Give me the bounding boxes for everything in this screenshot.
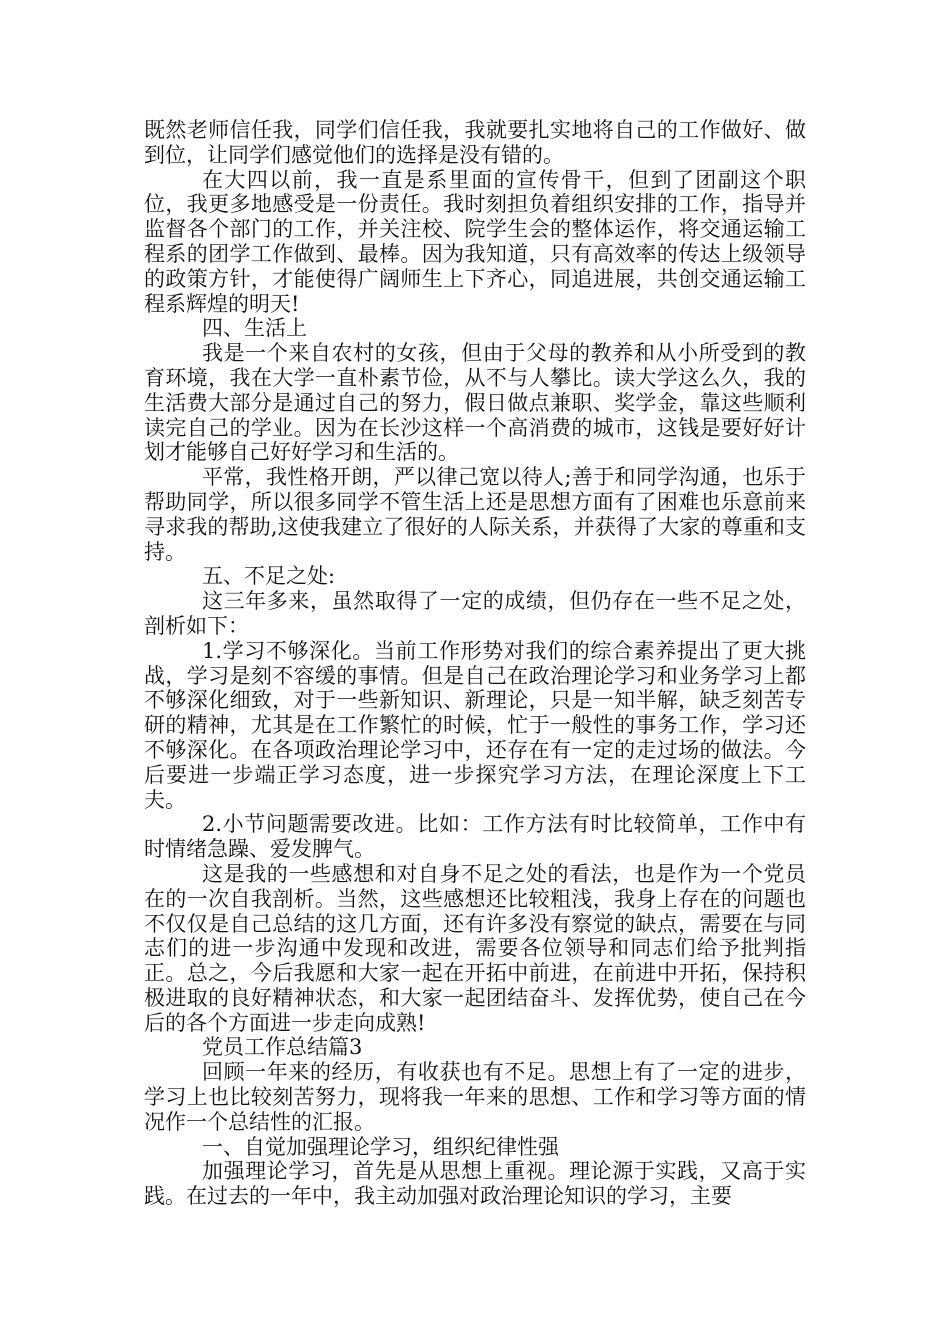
paragraph: 加强理论学习，首先是从思想上重视。理论源于实践，又高于实践。在过去的一年中，我主动加强对政治理论知识的学习，主要 — [144, 1159, 806, 1209]
section-heading: 五、不足之处: — [202, 564, 336, 589]
paragraph: 我是一个来自农村的女孩，但由于父母的教养和从小所受到的教育环境，我在大学一直朴素节俭，从不与人攀比。读大学这么久，我的生活费大部分是通过自己的努力，假日做点兼职、奖学金，靠这些顺利读完自己的学业。因为在长沙这样一个高消费的城市，这钱是要好好计划才能够自己好好学习和生活的。 — [144, 341, 806, 465]
paragraph: 回顾一年来的经历，有收获也有不足。思想上有了一定的进步，学习上也比较刻苦努力，现将我一年来的思想、工作和学习等方面的情况作一个总结性的汇报。 — [144, 1060, 806, 1134]
list-item: 1.学习不够深化。当前工作形势对我们的综合素养提出了更大挑战，学习是刻不容缓的事情。但是自己在政治理论学习和业务学习上都不够深化细致，对于一些新知识、新理论，只是一知半解，缺乏刻苦专研的精神，尤其是在工作繁忙的时候，忙于一般性的事务工作，学习还不够深化。在各项政治理论学习中，还存在有一定的走过场的做法。今后要进一步端正学习态度，进一步探究学习方法，在理论深度上下工夫。 — [144, 638, 806, 812]
section-heading: 四、生活上 — [202, 316, 307, 341]
paragraph: 这三年多来，虽然取得了一定的成绩，但仍存在一些不足之处，剖析如下： — [144, 589, 806, 638]
list-item: 2.小节问题需要改进。比如：工作方法有时比较简单，工作中有时情绪急躁、爱发脾气。 — [144, 812, 806, 862]
section-heading: 一、自觉加强理论学习，组织纪律性强 — [202, 1134, 559, 1159]
document-body — [144, 118, 806, 1209]
paragraph: 在大四以前，我一直是系里面的宣传骨干，但到了团副这个职位，我更多地感受是一份责任。我时刻担负着组织安排的工作，指导并监督各个部门的工作，并关注校、院学生会的整体运作，将交通运输工程系的团学工作做到、最棒。因为我知道，只有高效率的传达上级领导的政策方针，才能使得广阔师生上下齐心，同追进展，共创交通运输工程系辉煌的明天! — [144, 167, 806, 316]
paragraph: 平常，我性格开朗，严以律己宽以待人;善于和同学沟通，也乐于帮助同学，所以很多同学不管生活上还是思想方面有了困难也乐意前来寻求我的帮助,这使我建立了很好的人际关系，并获得了大家的尊重和支持。 — [144, 465, 806, 564]
paragraph: 既然老师信任我，同学们信任我，我就要扎实地将自己的工作做好、做到位，让同学们感觉他们的选择是没有错的。 — [144, 118, 806, 167]
paragraph: 这是我的一些感想和对自身不足之处的看法，也是作为一个党员在的一次自我剖析。当然，这些感想还比较粗浅，我身上存在的问题也不仅仅是自己总结的这几方面，还有许多没有察觉的缺点，需要在与同志们的进一步沟通中发现和改进，需要各位领导和同志们给予批判指正。总之，今后我愿和大家一起在开拓中前进，在前进中开拓，保持积极进取的良好精神状态，和大家一起团结奋斗、发挥优势，使自己在今后的各个方面进一步走向成熟! — [144, 861, 806, 1035]
article-title: 党员工作总结篇3 — [202, 1035, 363, 1060]
